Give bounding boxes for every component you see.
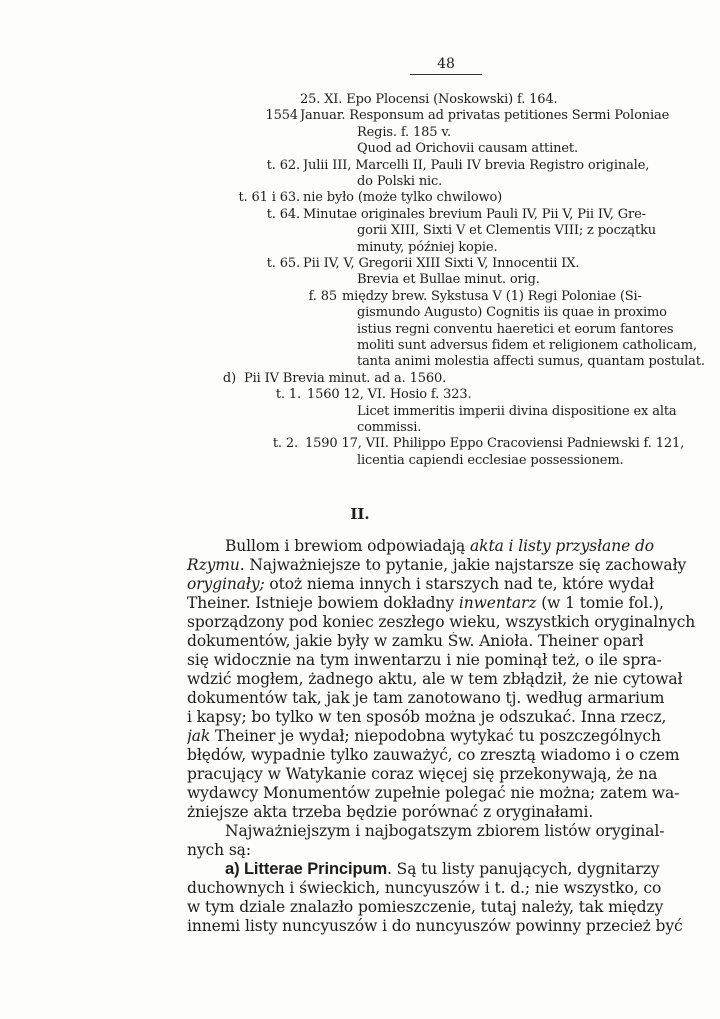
text-segment: sporządzony pod koniec zeszłego wieku, wszystkich oryginalnych xyxy=(187,613,696,631)
text-line xyxy=(187,708,720,727)
text-segment: nych są: xyxy=(187,841,251,859)
text-segment: Rzymu xyxy=(187,556,240,574)
inventory-entry xyxy=(0,371,720,387)
text-line xyxy=(187,575,720,594)
entry-line: do Polski nic. xyxy=(357,173,443,189)
inventory-entries xyxy=(0,92,720,469)
text-line xyxy=(187,841,720,860)
text-segment: Bullom i brewiom odpowiadają xyxy=(225,537,471,555)
entry-label: t. 65. xyxy=(266,255,300,271)
entry-label: d) xyxy=(222,370,236,386)
text-segment: żniejsze akta trzeba będzie porównać z oryginałami. xyxy=(187,803,594,821)
text-line xyxy=(187,537,720,556)
text-line xyxy=(187,803,720,822)
entry-line: gorii XIII, Sixti V et Clementis VIII; z początku xyxy=(357,223,657,239)
section-title: II. xyxy=(350,505,370,523)
text-segment: innemi listy nuncyuszów i do nuncyuszów powinny przecież być xyxy=(187,917,683,935)
text-segment: dokumentów tak, jak je tam zanotowano tj. według armarium xyxy=(187,689,665,707)
text-segment: wydawcy Monumentów zupełnie polegać nie można; zatem wa- xyxy=(187,784,680,802)
text-segment: akta i listy przysłane do xyxy=(470,537,655,555)
body-text xyxy=(187,537,720,936)
entry-line: gismundo Augusto) Cognitis iis quae in proximo xyxy=(357,305,667,321)
text-segment: Theiner. Istnieje bowiem dokładny xyxy=(187,594,459,612)
text-segment: Najważniejszym i najbogatszym zbiorem listów oryginal- xyxy=(225,822,665,840)
text-line xyxy=(187,879,720,898)
text-segment: się widocznie na tym inwentarzu i nie pominął też, o ile spra- xyxy=(187,651,662,669)
entry-line: Januar. Responsum ad privatas petitiones Sermi Poloniae xyxy=(300,108,670,124)
inventory-entry xyxy=(0,207,720,256)
entry-line: 1560 12, VI. Hosio f. 323. xyxy=(307,387,472,403)
entry-label: t. 61 i 63. xyxy=(238,190,300,206)
entry-line: Pii IV Brevia minut. ad a. 1560. xyxy=(244,370,447,386)
text-line xyxy=(187,594,720,613)
text-line xyxy=(187,822,720,841)
text-line xyxy=(187,746,720,765)
entry-line: 1590 17, VII. Philippo Eppo Cracoviensi Padniewski f. 121, xyxy=(305,436,685,452)
text-line xyxy=(187,784,720,803)
entry-line: commissi. xyxy=(357,419,422,435)
entry-label: t. 1. xyxy=(275,387,301,403)
text-line xyxy=(187,651,720,670)
entry-line: Minutae originales brevium Pauli IV, Pii V, Pii IV, Gre- xyxy=(303,206,646,222)
text-segment: dokumentów, jakie były w zamku Św. Anioła. Theiner oparł xyxy=(187,632,644,650)
text-line xyxy=(187,613,720,632)
paragraph-2 xyxy=(187,822,720,860)
text-segment: . Są tu listy panujących, dygnitarzy xyxy=(387,860,660,878)
entry-label: t. 64. xyxy=(266,206,300,222)
entry-line: istius regni conventu haeretici et eorum fantores xyxy=(357,321,674,337)
entry-line: moliti sunt adversus fidem et religionem catholicam, xyxy=(357,337,697,353)
entry-line: 25. XI. Epo Plocensi (Noskowski) f. 164. xyxy=(300,92,558,107)
inventory-entry xyxy=(0,387,720,436)
inventory-entry xyxy=(0,190,720,206)
text-segment: w tym dziale znalazło pomieszczenie, tutaj należy, tak między xyxy=(187,898,664,916)
entry-line: Brevia et Bullae minut. orig. xyxy=(357,272,540,288)
inventory-entry xyxy=(0,289,720,371)
text-line xyxy=(187,632,720,651)
text-line xyxy=(187,860,720,879)
entry-line: nie było (może tylko chwilowo) xyxy=(303,190,503,206)
text-line xyxy=(187,765,720,784)
inventory-entry xyxy=(0,158,720,191)
entry-line: Julii III, Marcelli II, Pauli IV brevia Registro originale, xyxy=(303,157,650,173)
text-line xyxy=(187,689,720,708)
text-segment: pracujący w Watykanie coraz więcej się przekonywają, że na xyxy=(187,765,658,783)
entry-line: Pii IV, V, Gregorii XIII Sixti V, Innocentii IX. xyxy=(303,255,580,271)
page-number: 48 xyxy=(410,56,482,75)
entry-label: t. 2. xyxy=(272,436,298,452)
text-line xyxy=(187,898,720,917)
entry-label: 1554 xyxy=(265,108,298,124)
entry-line: Regis. f. 185 v. xyxy=(357,124,451,140)
inventory-entry xyxy=(0,436,720,469)
entry-line: Licet immeritis imperii divina dispositione ex alta xyxy=(357,403,677,419)
inventory-entry xyxy=(0,92,720,108)
text-line xyxy=(187,727,720,746)
entry-line: licentia capiendi ecclesiae possessionem. xyxy=(357,452,624,468)
paragraph-1 xyxy=(187,537,720,822)
inventory-entry xyxy=(0,256,720,289)
text-segment: inwentarz xyxy=(458,594,537,612)
text-segment: (w 1 tomie fol.), xyxy=(536,594,664,612)
text-segment: oryginały; xyxy=(187,575,265,593)
text-segment: wdzić mogłem, żadnego aktu, ale w tem zbłądził, że nie cytował xyxy=(187,670,683,688)
entry-line: minuty, później kopie. xyxy=(357,239,498,255)
inventory-entry xyxy=(0,108,720,157)
text-segment: a) Litterae Principum xyxy=(225,860,388,878)
text-segment: . Najważniejsze to pytanie, jakie najstarsze się zachowały xyxy=(239,556,687,574)
text-segment: otoż niema innych i starszych nad te, które wydał xyxy=(264,575,654,593)
text-line xyxy=(187,556,720,575)
entry-line: Quod ad Orichovii causam attinet. xyxy=(357,141,578,157)
text-segment: duchownych i świeckich, nuncyuszów i t. d.; nie wszystko, co xyxy=(187,879,662,897)
text-segment: i kapsy; bo tylko w ten sposób można je odszukać. Inna rzecz, xyxy=(187,708,667,726)
text-segment: Theiner je wydał; niepodobna wytykać tu poszczególnych xyxy=(210,727,661,745)
paragraph-3 xyxy=(187,860,720,936)
entry-line: tanta animi molestia affecti sumus, quantam postulat. xyxy=(357,354,705,370)
entry-line: między brew. Sykstusa V (1) Regi Poloniae (Si- xyxy=(342,288,642,304)
text-segment: błędów, wypadnie tylko zauważyć, co zresztą wiadomo i o czem xyxy=(187,746,680,764)
text-line xyxy=(187,917,720,936)
entry-label: t. 62. xyxy=(266,157,300,173)
entry-label: f. 85 xyxy=(308,288,337,304)
text-line xyxy=(187,670,720,689)
text-segment: jak xyxy=(187,727,211,745)
